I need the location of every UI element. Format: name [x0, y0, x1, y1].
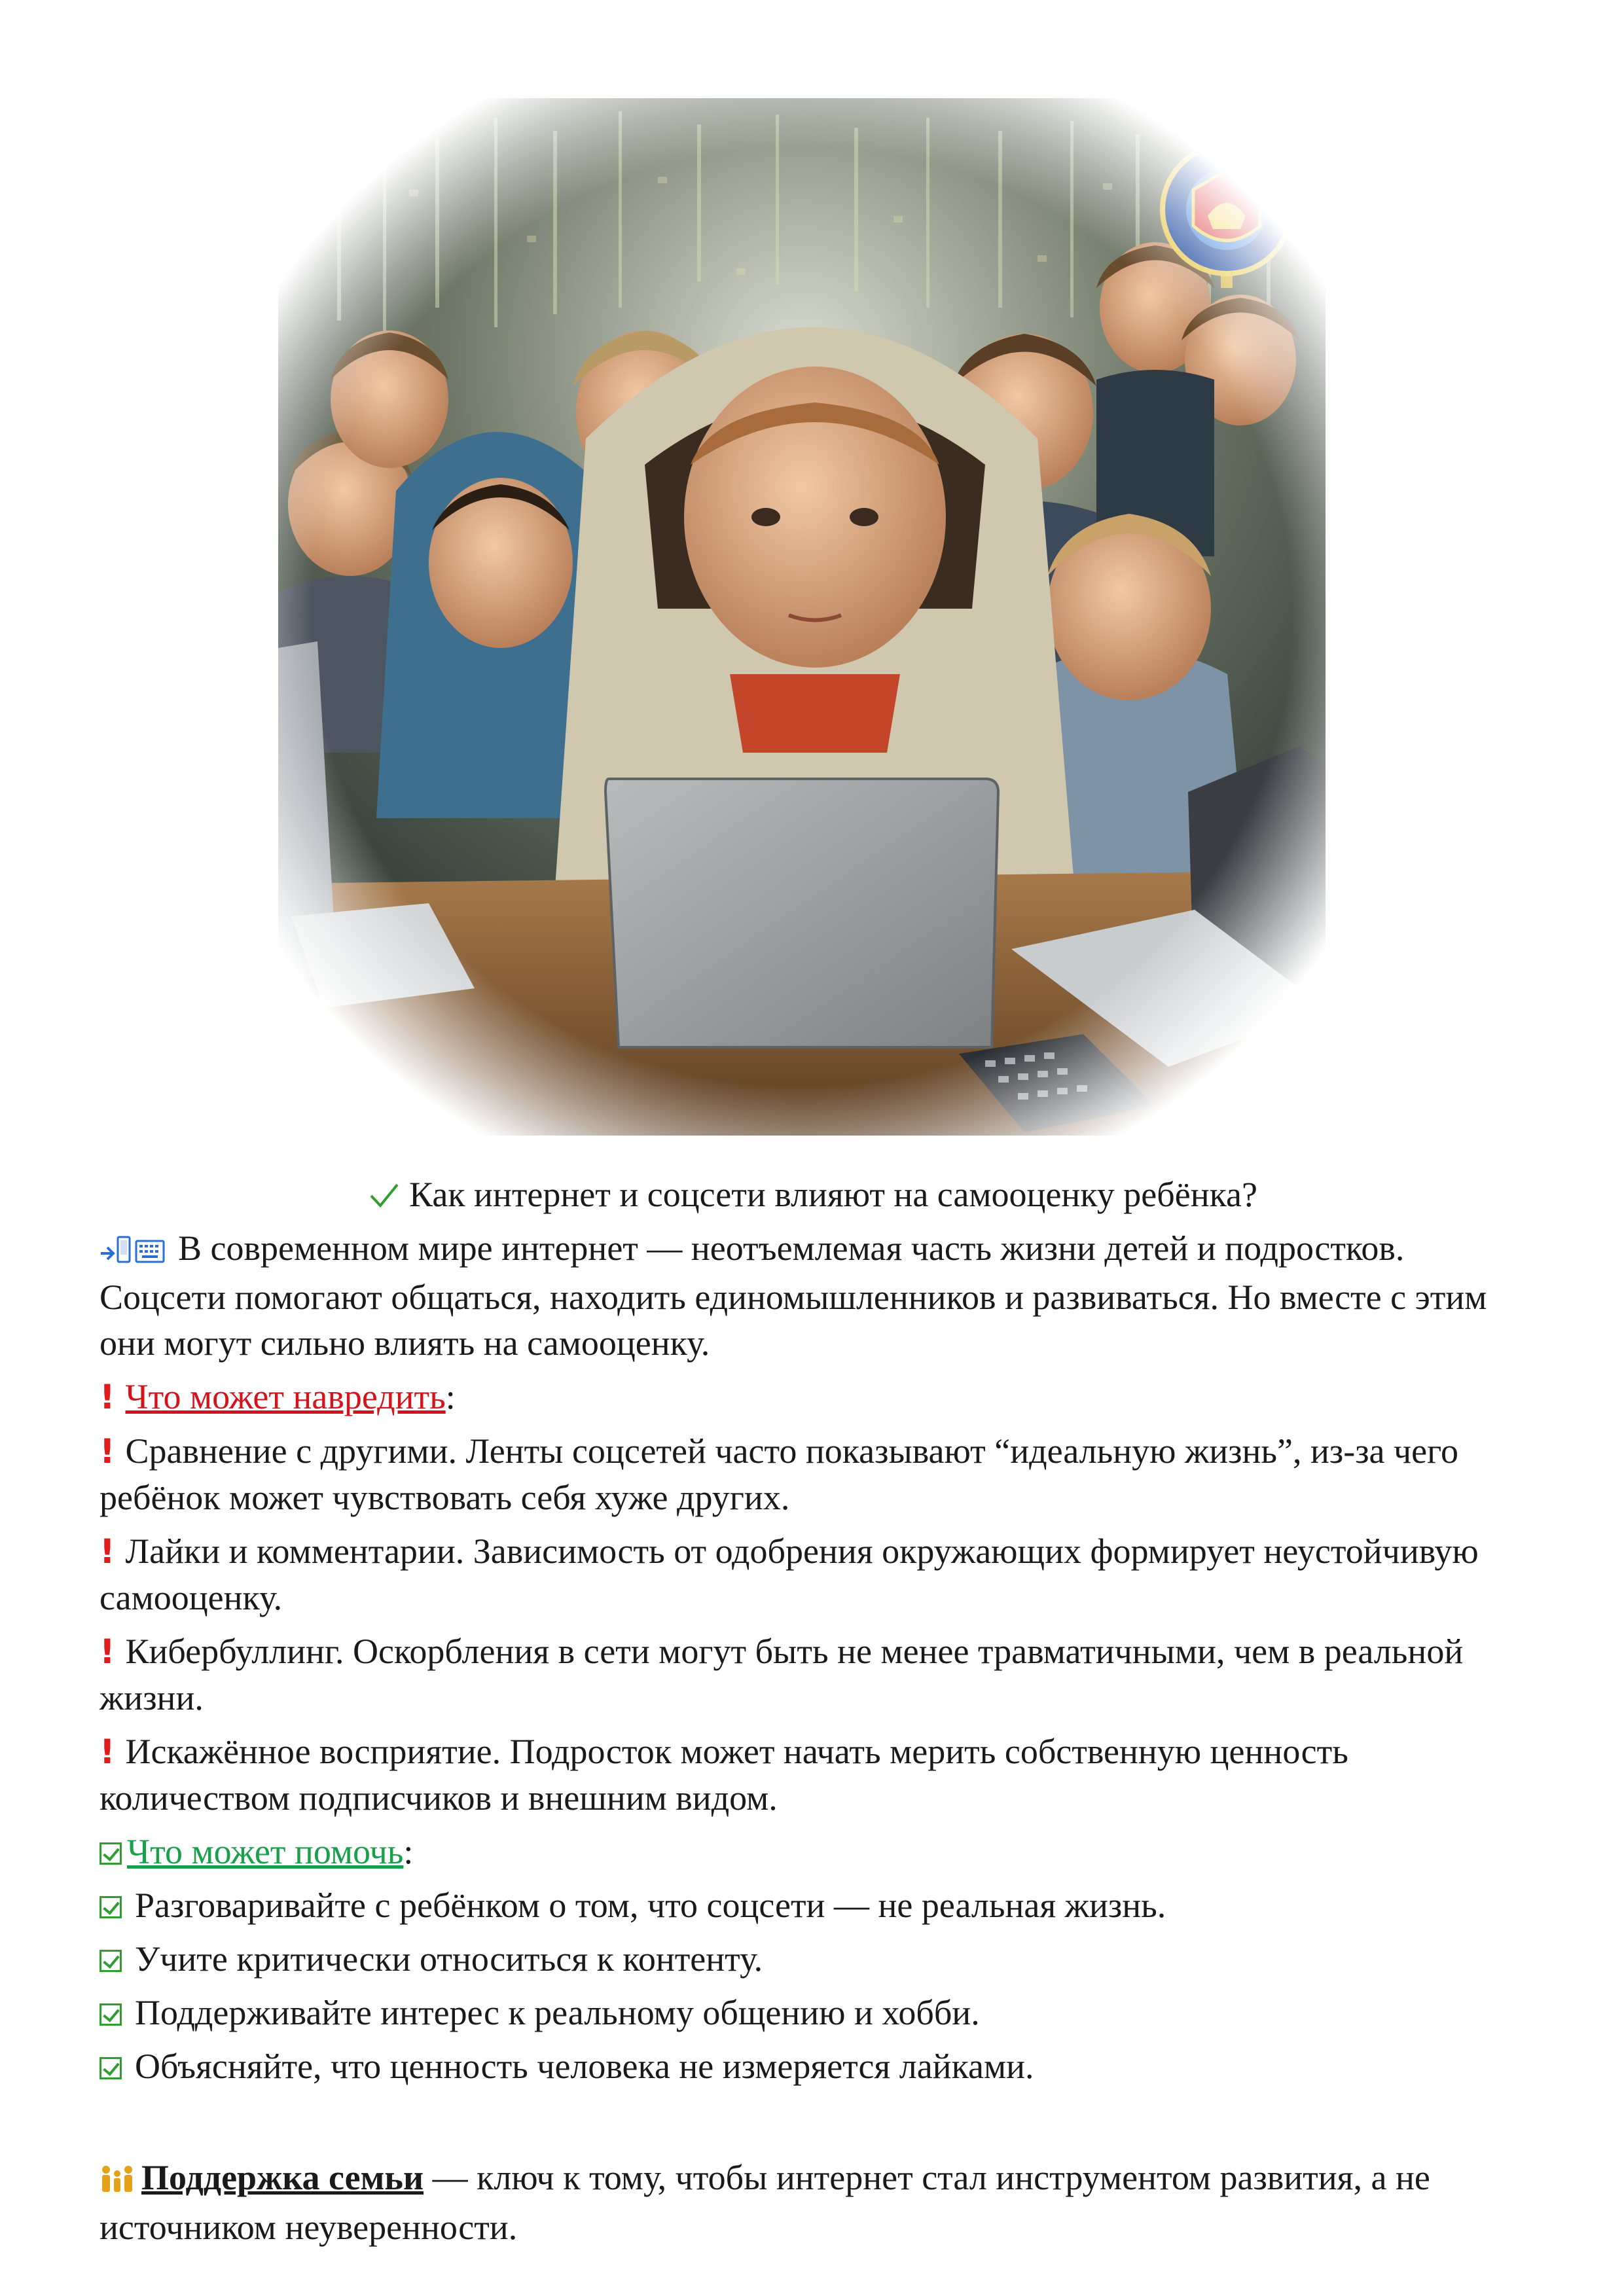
keyboard-icon	[135, 1229, 165, 1274]
phone-icon	[117, 1229, 131, 1274]
intro-paragraph: В современном мире интернет — неотъемлемая часть жизни детей и подростков. Соцсети помогают общаться, находить единомышленников и развиваться. Но вместе с этим они могут сильно влиять на самооценку.	[99, 1228, 1487, 1363]
hero-illustration	[278, 98, 1326, 1136]
checkbox-checked-icon	[99, 1842, 122, 1865]
exclamation-icon: !	[99, 1532, 115, 1572]
family-icon	[99, 2159, 135, 2204]
checkbox-checked-icon	[99, 1950, 122, 1972]
article-heading: Как интернет и соцсети влияют на самооценку ребёнка?	[99, 1172, 1526, 1221]
checkbox-checked-icon	[99, 2057, 122, 2079]
checkbox-checked-icon	[99, 2003, 122, 2026]
harm-title[interactable]: Что может навредить	[125, 1377, 446, 1417]
help-heading: Что может помочь:	[99, 1829, 1526, 1874]
harm-item: ! Лайки и комментарии. Зависимость от одобрения окружающих формирует неустойчивую самооценку.	[99, 1528, 1526, 1621]
exclamation-icon: !	[99, 1432, 115, 1472]
help-item: Объясняйте, что ценность человека не измеряется лайками.	[99, 2043, 1526, 2089]
harm-heading: ! Что может навредить:	[99, 1374, 1526, 1420]
checkbox-checked-icon	[99, 1896, 122, 1918]
harm-item: ! Сравнение с другими. Ленты соцсетей часто показывают “идеальную жизнь”, из-за чего ребёнок может чувствовать себя хуже других.	[99, 1428, 1526, 1520]
closing-paragraph: Поддержка семьи — ключ к тому, чтобы интернет стал инструментом развития, а не источником неуверенности.	[99, 2158, 1430, 2247]
exclamation-icon: !	[99, 1732, 115, 1772]
help-item: Учите критически относиться к контенту.	[99, 1936, 1526, 1982]
article-body	[99, 1172, 1526, 2250]
exclamation-icon: !	[99, 1632, 115, 1672]
checkmark-icon	[369, 1175, 400, 1221]
help-item: Поддерживайте интерес к реальному общению и хобби.	[99, 1990, 1526, 2036]
arrow-right-icon	[99, 1229, 117, 1274]
harm-item: ! Искажённое восприятие. Подросток может начать мерить собственную ценность количеством подписчиков и внешним видом.	[99, 1729, 1526, 1821]
harm-item: ! Кибербуллинг. Оскорбления в сети могут быть не менее травматичными, чем в реальной жизни.	[99, 1628, 1526, 1721]
exclamation-icon: !	[99, 1378, 115, 1418]
help-item: Разговаривайте с ребёнком о том, что соцсети — не реальная жизнь.	[99, 1882, 1526, 1928]
help-title[interactable]: Что может помочь	[127, 1832, 404, 1872]
